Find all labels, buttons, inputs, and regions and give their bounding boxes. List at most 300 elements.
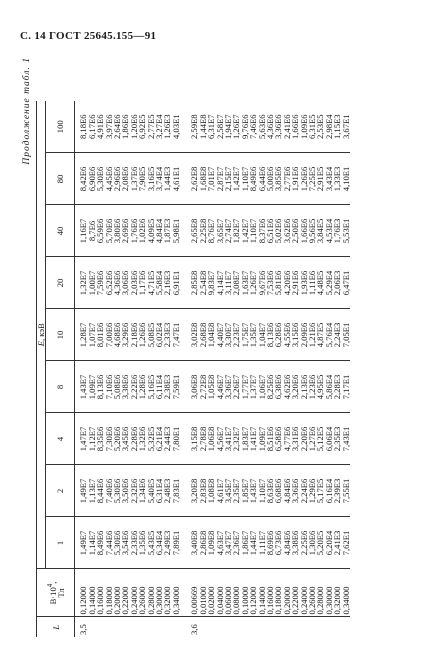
table-row: [186, 101, 198, 637]
flux-value: 4,91E6: [95, 114, 106, 140]
flux-value: 1,76E6: [130, 205, 138, 257]
flux-value: 3,20E8: [186, 465, 198, 517]
l-value: [88, 617, 96, 637]
flux-value: 6,17E6: [86, 114, 97, 140]
flux-value: 9,56E5: [308, 205, 316, 257]
flux-value: 1,10E7: [241, 153, 249, 205]
flux-value: 1,86E6: [120, 114, 131, 140]
l-value: [207, 617, 215, 637]
flux-value: 2,09E6: [300, 309, 308, 361]
rotated-content: [18, 57, 410, 637]
flux-value: 2,83E8: [199, 465, 207, 517]
flux-value: 6,91E1: [172, 257, 180, 309]
flux-value: 1,11E6: [308, 257, 316, 309]
flux-value: 7,55E1: [342, 465, 350, 517]
header-energy: E, кэВ: [37, 101, 46, 569]
flux-value: 5,20E5: [316, 517, 324, 569]
flux-value: 1,09E7: [258, 413, 266, 465]
flux-value: 1,77E7: [241, 361, 249, 413]
flux-value: 1,66E6: [300, 205, 308, 257]
flux-value: 8,7E6: [88, 205, 96, 257]
table-row: [75, 101, 88, 637]
b-value: 0,00669: [186, 569, 198, 617]
flux-value: 2,08E6: [121, 153, 129, 205]
flux-value: 6,68E6: [274, 465, 282, 517]
b-value: 0,12000: [75, 569, 88, 617]
b-value: 0,24000: [300, 569, 308, 617]
l-value: [249, 617, 257, 637]
l-value: [163, 617, 171, 637]
flux-value: 4,63E7: [216, 517, 224, 569]
energy-header-cell: 20: [46, 257, 75, 309]
flux-value: 1,16E7: [75, 205, 88, 257]
l-value: [333, 617, 341, 637]
flux-value: 2,23E7: [232, 309, 240, 361]
flux-value: 5,58E4: [155, 257, 163, 309]
flux-value: 8,76E7: [207, 205, 215, 257]
page-header: [20, 30, 156, 42]
flux-value: 4,03E1: [170, 114, 181, 140]
flux-value: 3,16E5: [147, 153, 155, 205]
l-value: 3,6: [186, 617, 198, 637]
b-value: 0,22000: [121, 569, 129, 617]
flux-value: 8,13E6: [266, 309, 274, 361]
flux-value: 1,75E7: [241, 309, 249, 361]
flux-value: 3,29E6: [121, 309, 129, 361]
flux-value: 5,29E4: [325, 257, 333, 309]
flux-value: 1,28E6: [138, 361, 146, 413]
energy-header-cell: 2: [46, 465, 75, 517]
flux-value: 2,58E7: [214, 114, 225, 140]
flux-value: 1,91E6: [291, 153, 299, 205]
flux-value: 6,31E4: [155, 465, 163, 517]
flux-value: 7,90E5: [138, 153, 146, 205]
flux-value: 6,02E4: [155, 309, 163, 361]
l-value: [258, 617, 266, 637]
flux-value: 2,03E6: [130, 257, 138, 309]
flux-value: 2,44E3: [163, 413, 171, 465]
data-table: [36, 101, 350, 637]
flux-value: 8,01E6: [96, 309, 104, 361]
flux-value: 2,77E5: [145, 114, 156, 140]
flux-value: 4,56E7: [216, 413, 224, 465]
flux-value: 4,45E6: [105, 153, 113, 205]
flux-value: 1,43E7: [75, 361, 88, 413]
b-value: 0,12000: [249, 569, 257, 617]
b-value: 0,28000: [316, 569, 324, 617]
flux-value: 6,21E4: [155, 413, 163, 465]
b-value: 0,14000: [88, 569, 96, 617]
flux-value: 4,53E4: [325, 205, 333, 257]
flux-value: 4,71E5: [147, 257, 155, 309]
flux-value: 5,20E6: [113, 413, 121, 465]
b-value: 0,18000: [274, 569, 282, 617]
flux-value: 4,87E5: [316, 309, 324, 361]
flux-value: 2,53E5: [315, 114, 326, 140]
flux-value: 4,68E6: [113, 309, 121, 361]
flux-value: 2,64E6: [112, 114, 123, 140]
flux-value: 7,59E6: [96, 257, 104, 309]
flux-value: 1,26E6: [300, 153, 308, 205]
flux-value: 1,09E7: [88, 361, 96, 413]
flux-value: 2,91E6: [291, 257, 299, 309]
flux-value: 3,20E6: [291, 361, 299, 413]
flux-value: 1,11E7: [258, 517, 266, 569]
flux-value: 3,27E4: [154, 114, 165, 140]
flux-value: 1,13E7: [88, 465, 96, 517]
flux-value: 6,51E6: [266, 205, 274, 257]
flux-value: 2,35E7: [232, 465, 240, 517]
flux-value: 6,11E4: [155, 361, 163, 413]
flux-value: 2,50E6: [291, 205, 299, 257]
header-b: $В\cdot 10^4$, Тл: [37, 569, 75, 617]
energy-header-row: [46, 101, 75, 637]
flux-value: 1,33E3: [333, 153, 341, 205]
flux-value: 5,40E5: [147, 465, 155, 517]
flux-value: 1,07E7: [88, 309, 96, 361]
flux-value: 2,38E3: [163, 361, 171, 413]
flux-value: 2,87E7: [216, 153, 224, 205]
header-l: L: [37, 617, 75, 637]
flux-value: 7,25E5: [308, 153, 316, 205]
flux-value: 1,06E8: [207, 413, 215, 465]
flux-value: 5,43E5: [147, 517, 155, 569]
flux-value: 4,84E4: [155, 205, 163, 257]
flux-value: 1,87E3: [163, 205, 171, 257]
flux-value: 3,54E6: [121, 517, 129, 569]
flux-value: 5,76E4: [325, 309, 333, 361]
flux-value: 7,83E1: [172, 465, 180, 517]
flux-value: 8,44E6: [96, 465, 104, 517]
flux-value: 1,27E6: [308, 413, 316, 465]
table-body: [75, 101, 350, 637]
flux-value: 1,34E6: [138, 465, 146, 517]
b-value: 0,32000: [163, 569, 171, 617]
flux-value: 7,40E6: [105, 465, 113, 517]
flux-value: 2,22E6: [130, 361, 138, 413]
l-value: [199, 617, 207, 637]
flux-value: 2,59E8: [189, 114, 200, 140]
flux-value: 3,31E6: [291, 413, 299, 465]
flux-value: 3,80E6: [113, 205, 121, 257]
flux-value: 1,28E7: [75, 309, 88, 361]
b-value: 0,20000: [283, 569, 291, 617]
flux-value: 6,59E6: [96, 205, 104, 257]
flux-value: 6,20E4: [325, 517, 333, 569]
flux-value: 1,04E7: [258, 309, 266, 361]
flux-value: 4,62E6: [283, 361, 291, 413]
flux-value: 8,51E6: [266, 413, 274, 465]
b-value: 0,24000: [130, 569, 138, 617]
flux-value: 3,38E6: [291, 517, 299, 569]
flux-value: 5,32E5: [147, 413, 155, 465]
flux-value: 3,47E7: [224, 517, 232, 569]
flux-value: 6,06E4: [325, 413, 333, 465]
l-value: [342, 617, 350, 637]
l-value: [113, 617, 121, 637]
flux-value: 3,45E7: [224, 465, 232, 517]
flux-value: 2,15E7: [224, 153, 232, 205]
l-value: [121, 617, 129, 637]
energy-header-cell: 80: [46, 153, 75, 205]
flux-value: 4,40E7: [216, 309, 224, 361]
l-value: [105, 617, 113, 637]
flux-value: 4,09E5: [147, 205, 155, 257]
flux-value: 8,35E6: [96, 413, 104, 465]
flux-value: 2,32E6: [130, 465, 138, 517]
flux-value: 6,28E6: [274, 309, 282, 361]
flux-value: 6,73E6: [274, 517, 282, 569]
b-value: 0,04000: [216, 569, 224, 617]
flux-value: 5,08E5: [147, 309, 155, 361]
flux-value: 2,18E6: [130, 309, 138, 361]
flux-value: 7,17E1: [342, 361, 350, 413]
flux-value: 8,18E6: [78, 114, 89, 140]
flux-value: 7,30E6: [105, 413, 113, 465]
flux-value: 1,20E6: [128, 114, 139, 140]
flux-value: 1,93E6: [300, 257, 308, 309]
flux-value: 4,84E6: [283, 465, 291, 517]
flux-value: 3,67E1: [340, 114, 351, 140]
flux-value: 2,77E6: [283, 153, 291, 205]
flux-value: 3,38E6: [121, 361, 129, 413]
flux-value: 6,44E6: [258, 153, 266, 205]
flux-value: 1,37E6: [130, 153, 138, 205]
flux-value: 1,32E6: [138, 413, 146, 465]
flux-value: 1,04E8: [207, 309, 215, 361]
flux-value: 1,00E7: [88, 257, 96, 309]
flux-value: 3,41E7: [224, 413, 232, 465]
flux-value: 2,96E6: [113, 153, 121, 205]
flux-value: 1,85E7: [241, 465, 249, 517]
table-row: [172, 101, 180, 637]
flux-value: 1,42E7: [232, 153, 240, 205]
flux-value: 2,65E8: [186, 205, 198, 257]
flux-value: 8,49E6: [249, 153, 257, 205]
flux-value: 2,24E6: [300, 465, 308, 517]
flux-value: 6,16E4: [325, 465, 333, 517]
flux-value: 1,44E3: [163, 153, 171, 205]
flux-value: 3,43E4: [325, 153, 333, 205]
flux-value: 2,20E6: [300, 413, 308, 465]
flux-value: 1,10E7: [249, 205, 257, 257]
flux-value: 1,43E7: [249, 465, 257, 517]
flux-value: 2,16E3: [163, 257, 171, 309]
flux-value: 1,26E3: [162, 114, 173, 140]
l-value: [138, 617, 146, 637]
b-value: 0,16000: [266, 569, 274, 617]
flux-value: 8,49E6: [96, 517, 104, 569]
flux-value: 3,06E6: [121, 257, 129, 309]
energy-header-cell: 4: [46, 413, 75, 465]
flux-value: 1,41E7: [249, 413, 257, 465]
b-value: 0,30000: [325, 569, 333, 617]
flux-value: 7,46E6: [248, 114, 259, 140]
b-value: 0,26000: [138, 569, 146, 617]
standard-number: ГОСТ 25645.155—91: [49, 30, 157, 42]
flux-value: 5,17E5: [316, 465, 324, 517]
flux-value: 1,63E7: [241, 257, 249, 309]
energy-header-cell: 100: [46, 101, 75, 153]
l-value: [325, 617, 333, 637]
flux-value: 3,50E6: [121, 465, 129, 517]
flux-value: 7,43E1: [342, 413, 350, 465]
page-number: С. 14: [20, 30, 46, 42]
flux-value: 7,62E1: [342, 517, 350, 569]
flux-value: 1,94E7: [222, 114, 233, 140]
energy-header-cell: 40: [46, 205, 75, 257]
energy-header-cell: 1: [46, 517, 75, 569]
l-value: [130, 617, 138, 637]
flux-value: 9,67E6: [258, 257, 266, 309]
flux-value: 4,61E7: [216, 465, 224, 517]
flux-value: 6,52E6: [105, 257, 113, 309]
flux-value: 2,68E8: [199, 309, 207, 361]
table-continuation-label: Продолжение табл. 1: [22, 57, 32, 165]
flux-value: 5,16E5: [147, 361, 155, 413]
flux-value: 2,28E3: [333, 361, 341, 413]
table-row: [342, 101, 350, 637]
flux-value: 2,33E3: [163, 309, 171, 361]
flux-value: 4,36E6: [113, 257, 121, 309]
flux-value: 1,14E7: [88, 517, 96, 569]
flux-value: 2,13E6: [300, 361, 308, 413]
l-value: [147, 617, 155, 637]
energy-header-cell: 10: [46, 309, 75, 361]
l-value: [283, 617, 291, 637]
b-value: 0,30000: [155, 569, 163, 617]
flux-value: 4,48E5: [316, 257, 324, 309]
b-value: 0,06000: [224, 569, 232, 617]
flux-value: 1,02E6: [138, 205, 146, 257]
flux-value: 7,10E6: [105, 361, 113, 413]
flux-value: 1,44E8: [197, 114, 208, 140]
flux-value: 6,92E5: [137, 114, 148, 140]
flux-value: 4,95E5: [316, 361, 324, 413]
flux-value: 1,32E7: [75, 257, 88, 309]
flux-value: 3,74E4: [155, 153, 163, 205]
flux-value: 2,69E6: [121, 205, 129, 257]
flux-value: 1,35E7: [249, 309, 257, 361]
flux-value: 2,24E3: [333, 309, 341, 361]
flux-value: 1,10E7: [258, 465, 266, 517]
flux-value: 3,62E6: [283, 205, 291, 257]
flux-value: 7,59E1: [172, 361, 180, 413]
flux-value: 4,10E1: [342, 153, 350, 205]
b-value: 0,22000: [291, 569, 299, 617]
flux-value: 1,76E3: [333, 205, 341, 257]
b-value: 0,14000: [258, 569, 266, 617]
b-value: 0,20000: [113, 569, 121, 617]
flux-value: 3,40E8: [186, 517, 198, 569]
flux-value: 8,37E6: [258, 205, 266, 257]
flux-value: 2,54E8: [199, 257, 207, 309]
flux-value: 2,86E8: [199, 517, 207, 569]
flux-value: 1,09E6: [298, 114, 309, 140]
flux-value: 6,58E6: [274, 413, 282, 465]
flux-value: 8,25E6: [266, 361, 274, 413]
b-value: 0,16000: [96, 569, 104, 617]
flux-value: 3,11E7: [224, 257, 232, 309]
flux-value: 5,98E1: [172, 205, 180, 257]
flux-value: 5,02E6: [274, 205, 282, 257]
flux-value: 3,65E7: [216, 205, 224, 257]
flux-value: 7,89E1: [172, 517, 180, 569]
flux-value: 1,29E6: [308, 465, 316, 517]
b-value: 0,08000: [232, 569, 240, 617]
flux-value: 4,20E6: [283, 257, 291, 309]
flux-value: 5,30E6: [113, 465, 121, 517]
flux-value: 2,48E3: [163, 465, 171, 517]
flux-value: 1,86E7: [241, 517, 249, 569]
flux-value: 1,12E7: [88, 413, 96, 465]
flux-value: 1,26E7: [249, 257, 257, 309]
flux-value: 2,39E3: [333, 465, 341, 517]
flux-value: 1,49E7: [75, 517, 88, 569]
flux-value: 5,30E6: [96, 153, 104, 205]
flux-value: 6,90E6: [88, 153, 96, 205]
flux-value: 1,42E7: [241, 205, 249, 257]
flux-value: 9,76E6: [239, 114, 250, 140]
flux-value: 5,12E5: [316, 413, 324, 465]
flux-value: 1,83E7: [241, 413, 249, 465]
flux-value: 2,78E8: [199, 413, 207, 465]
flux-value: 2,98E4: [323, 114, 334, 140]
flux-value: 5,63E6: [256, 114, 267, 140]
l-value: [266, 617, 274, 637]
l-value: [316, 617, 324, 637]
flux-value: 7,53E6: [266, 257, 274, 309]
flux-value: 1,82E7: [232, 205, 240, 257]
flux-value: 7,47E1: [172, 309, 180, 361]
flux-value: 4,55E6: [283, 309, 291, 361]
l-value: [96, 617, 104, 637]
flux-value: 1,49E7: [75, 465, 88, 517]
flux-value: 3,36E6: [273, 114, 284, 140]
flux-value: 4,84E6: [283, 517, 291, 569]
flux-value: 4,61E1: [172, 153, 180, 205]
flux-value: 2,85E8: [186, 257, 198, 309]
flux-value: 7,05E1: [342, 309, 350, 361]
flux-value: 1,21E6: [308, 309, 316, 361]
l-value: [241, 617, 249, 637]
flux-value: 2,62E8: [186, 153, 198, 205]
flux-value: 1,23E6: [308, 361, 316, 413]
flux-value: 5,53E1: [342, 205, 350, 257]
flux-value: 5,70E6: [105, 205, 113, 257]
l-value: [300, 617, 308, 637]
flux-value: 1,05E8: [207, 361, 215, 413]
flux-value: 4,77E6: [283, 413, 291, 465]
flux-value: 3,45E6: [121, 413, 129, 465]
flux-value: 1,66E6: [290, 114, 301, 140]
flux-value: 4,36E6: [264, 114, 275, 140]
flux-value: 1,15E3: [332, 114, 343, 140]
flux-value: 3,84E5: [316, 205, 324, 257]
l-value: [308, 617, 316, 637]
flux-value: 7,80E1: [172, 413, 180, 465]
flux-value: 6,34E4: [155, 517, 163, 569]
b-value: 0,01000: [199, 569, 207, 617]
flux-value: 6,31E7: [206, 114, 217, 140]
b-value: 0,32000: [333, 569, 341, 617]
flux-value: 5,86E4: [325, 361, 333, 413]
flux-value: 2,41E6: [281, 114, 292, 140]
flux-value: 1,30E6: [308, 517, 316, 569]
b-value: 0,34000: [342, 569, 350, 617]
flux-value: 2,33E6: [130, 517, 138, 569]
flux-value: 4,46E7: [216, 361, 224, 413]
